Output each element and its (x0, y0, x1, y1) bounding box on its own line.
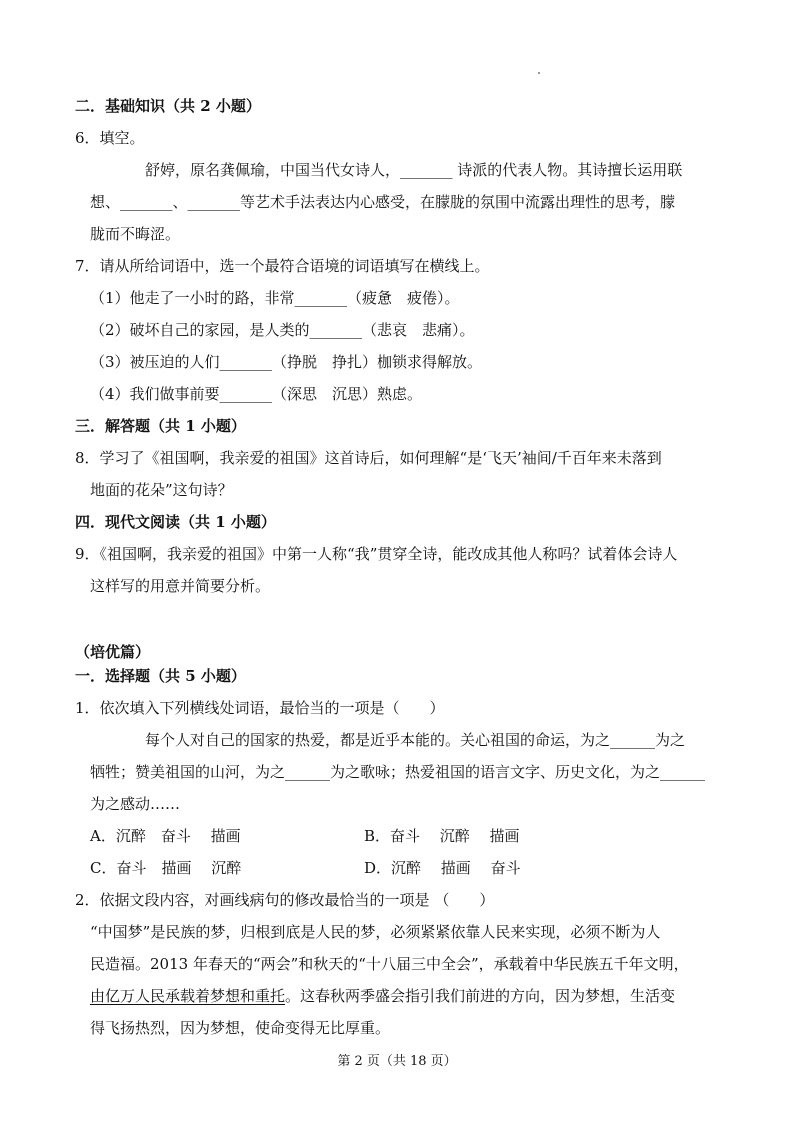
option-b: B．奋斗 沉醉 描画 (364, 827, 520, 845)
question-7-item-4: （4）我们做事前要_______（深思 沉思）熟虑。 (90, 385, 423, 403)
question-7-item-1: （1）他走了一小时的路，非常_______（疲惫 疲倦）。 (90, 289, 460, 307)
scan-dot (538, 72, 540, 74)
passage-line-4: 得飞扬热烈，因为梦想，使命变得无比厚重。 (90, 1019, 391, 1037)
advanced-section-title: （培优篇） (75, 643, 151, 661)
question-8-line-1: 8．学习了《祖国啊，我亲爱的祖国》这首诗后，如何理解“是‘飞天’袖间/千百年来未落到 (75, 449, 662, 467)
advanced-question-1-line-3: 为之感动…… (90, 795, 181, 813)
question-9-line-2: 这样写的用意并简要分析。 (90, 577, 271, 595)
passage-line-1: “中国梦”是民族的梦，归根到底是人民的梦，必须紧紧依靠人民来实现，必须不断为人 (90, 923, 661, 941)
page-footer: 第 2 页（共 18 页） (337, 1054, 457, 1069)
section-heading-answer: 三．解答题（共 1 小题） (75, 417, 246, 435)
section-heading-modern-reading: 四．现代文阅读（共 1 小题） (75, 513, 276, 531)
advanced-question-1-line-1: 每个人对自己的国家的热爱，都是近乎本能的。关心祖国的命运，为之______为之 (145, 731, 686, 749)
section-heading-choice: 一．选择题（共 5 小题） (75, 667, 246, 685)
passage-line-3-rest: 。这春秋两季盛会指引我们前进的方向，因为梦想，生活变 (285, 987, 676, 1005)
question-9-line-1: 9．《祖国啊，我亲爱的祖国》中第一人称“我”贯穿全诗，能改成其他人称吗？试着体会诗人 (75, 545, 678, 563)
underlined-faulty-sentence: 由亿万人民承载着梦想和重托 (90, 987, 286, 1005)
question-6-title: 6．填空。 (75, 129, 145, 147)
question-7-title: 7．请从所给词语中，选一个最符合语境的词语填写在横线上。 (75, 257, 490, 275)
question-6-line-3: 胧而不晦涩。 (90, 225, 181, 243)
option-c: C．奋斗 描画 沉醉 (90, 859, 242, 877)
passage-line-3 (90, 986, 675, 1006)
question-8-line-2: 地面的花朵”这句诗？ (90, 481, 233, 499)
section-heading-basic-knowledge: 二．基础知识（共 2 小题） (75, 97, 261, 115)
question-7-item-2: （2）破坏自己的家园，是人类的_______（悲哀 悲痛）。 (90, 321, 475, 339)
advanced-question-2-title: 2．依据文段内容，对画线病句的修改最恰当的一项是 （ ） (75, 891, 495, 909)
question-6-line-1: 舒婷，原名龚佩瑜，中国当代女诗人，_______ 诗派的代表人物。其诗擅长运用联 (145, 161, 683, 179)
advanced-question-1-line-2: 牺牲；赞美祖国的山河，为之______为之歌咏；热爱祖国的语言文字、历史文化，为之______ (90, 763, 706, 781)
option-a: A．沉醉 奋斗 描画 (90, 827, 241, 845)
question-7-item-3: （3）被压迫的人们_______（挣脱 挣扎）枷锁求得解放。 (90, 353, 483, 371)
passage-line-2: 民造福。2013 年春天的“两会”和秋天的“十八届三中全会”，承载着中华民族五千年文明， (90, 955, 689, 973)
advanced-question-1-title: 1．依次填入下列横线处词语，最恰当的一项是（ ） (75, 699, 445, 717)
option-d: D．沉醉 描画 奋斗 (364, 859, 521, 877)
question-6-line-2: 想、_______、_______等艺术手法表达内心感受，在朦胧的氛围中流露出理性的思考，朦 (90, 193, 676, 211)
